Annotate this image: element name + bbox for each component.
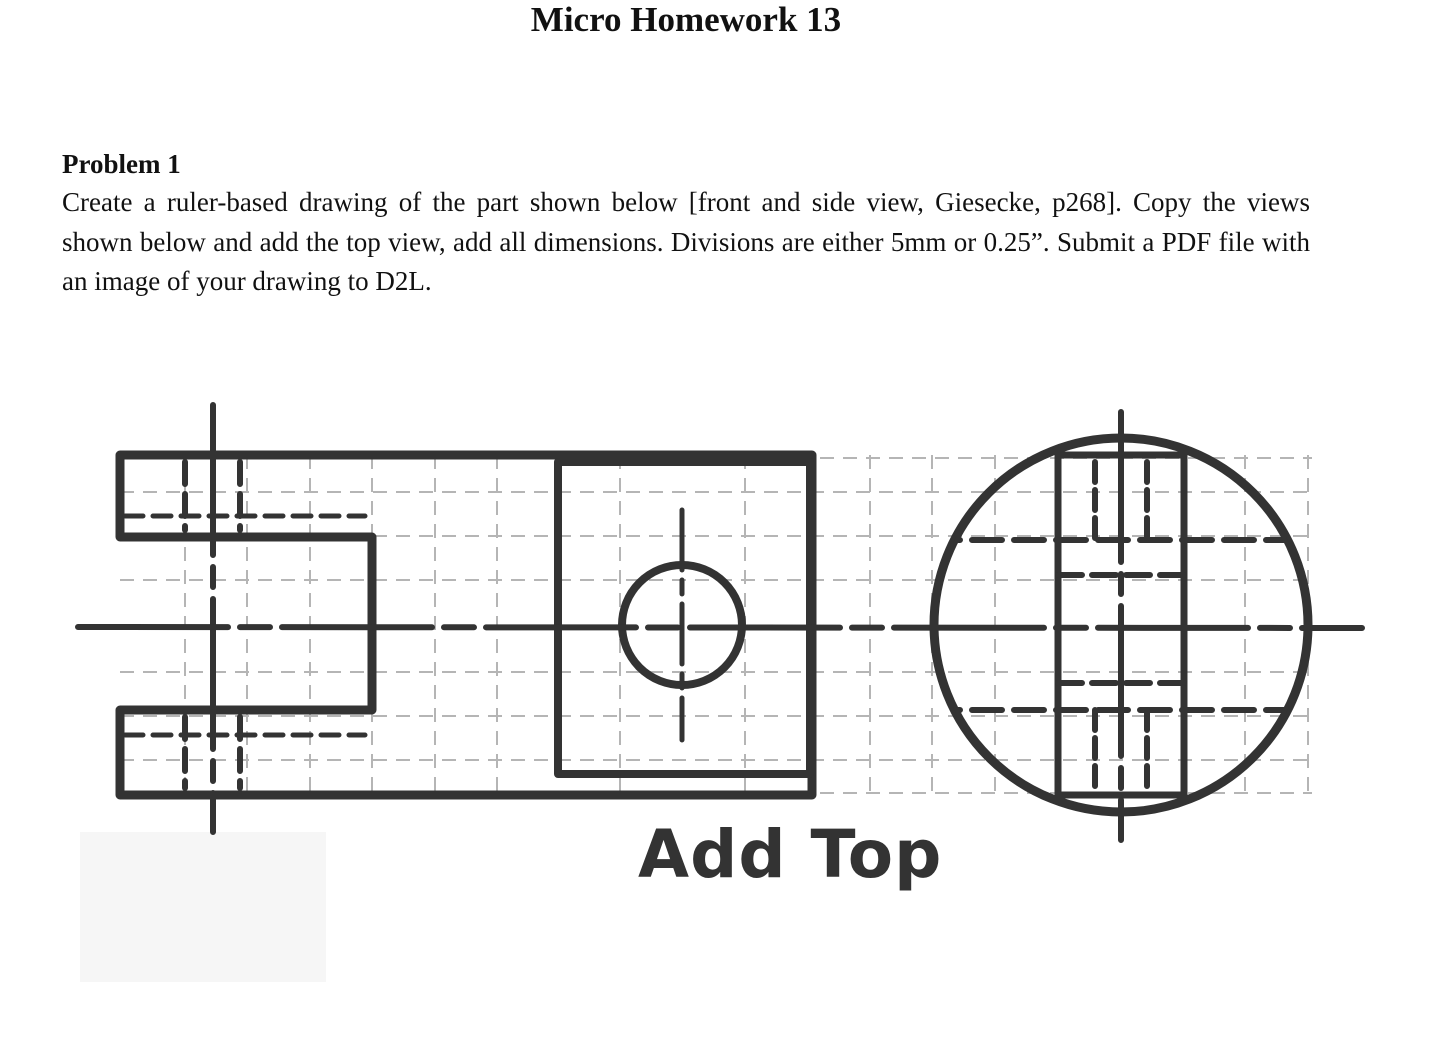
front-view-inner-square — [558, 462, 810, 774]
problem-heading: Problem 1 — [62, 149, 181, 179]
side-view-circle — [934, 438, 1308, 812]
main-centerline — [78, 627, 1362, 628]
front-view — [120, 405, 812, 832]
front-view-hole — [622, 565, 742, 685]
scan-smudge — [80, 832, 326, 982]
problem-section — [62, 145, 1310, 302]
background-grid — [120, 455, 1312, 795]
front-view-outline — [120, 455, 812, 795]
add-top-label: Add Top — [638, 816, 943, 893]
problem-text: Create a ruler-based drawing of the part shown below [front and side view, Giesecke, p268]. Copy the views shown below and add the top view, add all dimensions. Divisions are either 5mm or 0.25”. Submit a PDF file with an image of your drawing to D2L. — [62, 187, 1310, 296]
side-view — [930, 412, 1312, 840]
page-title: Micro Homework 13 — [530, 0, 842, 39]
